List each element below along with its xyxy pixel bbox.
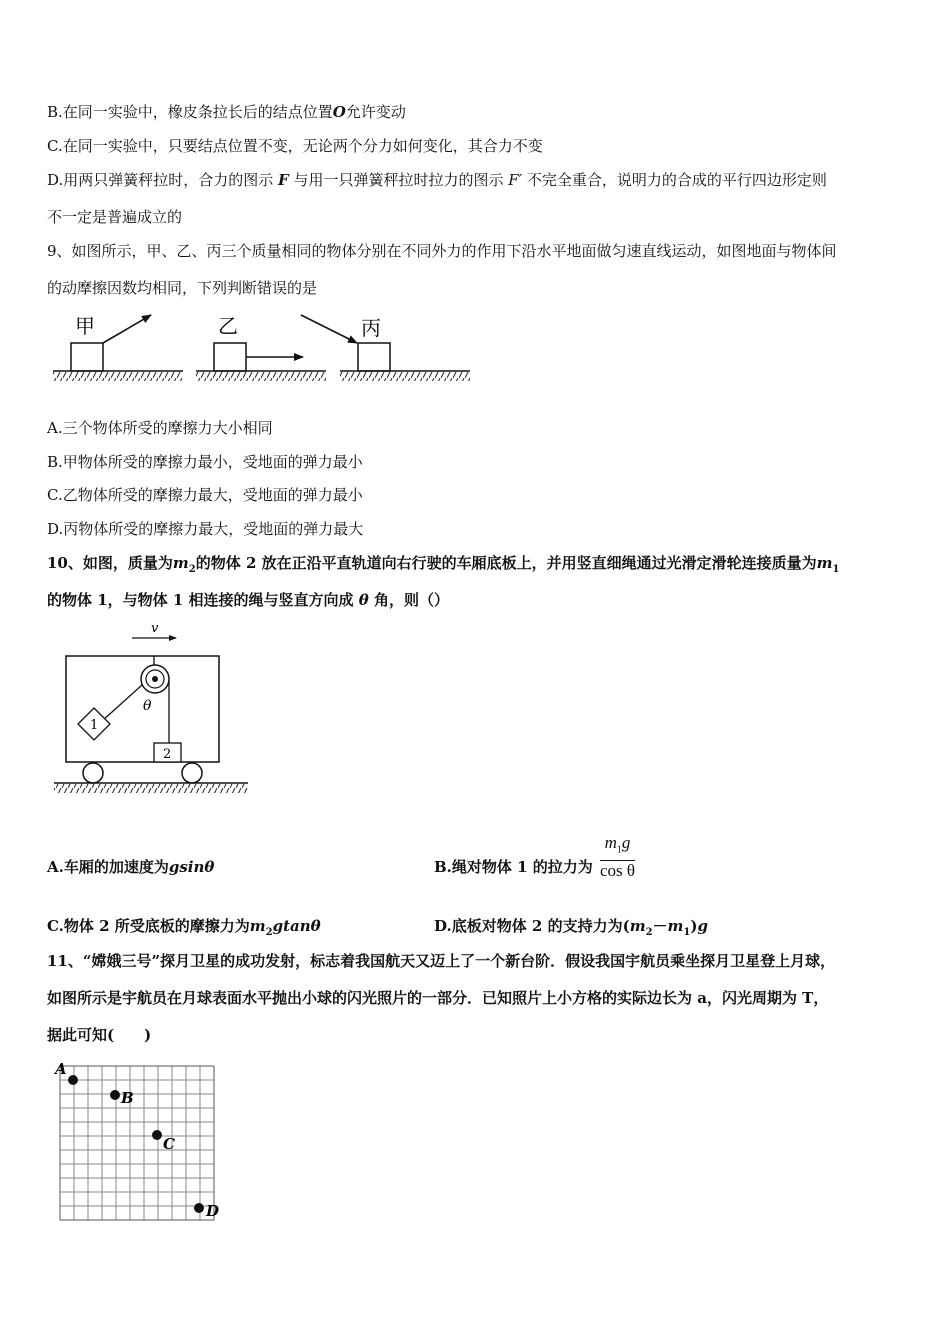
q10-stem-text-a: 10、如图，质量为 <box>47 554 173 572</box>
q10-option-b-text: B.绳对物体 1 的拉力为 <box>434 858 593 876</box>
q10-option-d-sub2: 2 <box>645 927 653 938</box>
q9-figure <box>45 308 475 388</box>
q10-stem-line1 <box>47 553 839 580</box>
q9-ground-hatch-jia <box>53 372 183 381</box>
q10-option-d-m1: m <box>667 917 684 935</box>
q10-theta-label: θ <box>143 698 152 714</box>
q10-option-b-numerator <box>600 833 635 861</box>
q8-option-d-text-mid: 与用一只弹簧秤拉时拉力的图示 <box>293 171 504 189</box>
q11-point-a <box>68 1075 78 1085</box>
q9-ground-hatch-yi <box>196 372 326 381</box>
q11-point-c <box>152 1130 162 1140</box>
q10-option-b-num-sub: 1 <box>616 844 622 856</box>
q10-option-b-fraction <box>600 833 635 881</box>
q9-option-c: C.乙物体所受的摩擦力最大，受地面的弹力最小 <box>47 486 363 504</box>
q10-option-a-expr: gsinθ <box>168 858 215 876</box>
q10-wheel-left <box>83 763 103 783</box>
q9-yi-setup <box>196 314 326 381</box>
q10-stem-m1: m <box>816 554 833 572</box>
q9-stem-line2: 的动摩擦因数均相同，下列判断错误的是 <box>47 279 318 297</box>
q10-option-d-minus: － <box>652 917 668 935</box>
q10-option-a-text: A.车厢的加速度为 <box>47 858 169 876</box>
q11-label-a: A <box>55 1060 67 1078</box>
q9-label-yi: 乙 <box>218 314 238 338</box>
q10-pulley-axle <box>152 676 158 682</box>
q9-stem-line1: 9、如图所示，甲、乙、丙三个质量相同的物体分别在不同外力的作用下沿水平地面做匀速直线运动，如图地面与物体间 <box>47 242 837 260</box>
q10-ground-hatch <box>54 784 248 793</box>
q10-option-b-num-g: g <box>621 833 631 852</box>
q10-option-d <box>434 916 708 943</box>
q11-point-d <box>194 1203 204 1213</box>
q9-label-jia: 甲 <box>75 314 95 338</box>
q9-block-bing <box>358 343 390 371</box>
q10-block1-label: 1 <box>90 718 99 733</box>
q8-option-d-var-f: F <box>278 171 289 189</box>
q10-stem-m1-sub: 1 <box>832 564 840 575</box>
q9-block-jia <box>71 343 103 371</box>
q9-label-bing: 丙 <box>361 316 381 340</box>
q10-option-b-num-m: m <box>604 833 617 852</box>
q10-stem-text-d: 角，则（） <box>374 591 450 609</box>
q11-label-c: C <box>163 1135 175 1153</box>
q10-figure <box>50 618 260 803</box>
q8-option-c: C.在同一实验中，只要结点位置不变，无论两个分力如何变化，其合力不变 <box>47 137 543 155</box>
q10-stem-text-c: 的物体 1，与物体 1 相连接的绳与竖直方向成 <box>47 591 354 609</box>
q8-option-b-text: B.在同一实验中，橡皮条拉长后的结点位置 <box>47 103 333 121</box>
q8-option-d-var-fprime: F′ <box>508 171 523 189</box>
q8-option-b-var: O <box>332 103 346 121</box>
q11-grid-figure <box>50 1058 230 1226</box>
q10-stem-theta: θ <box>358 591 369 609</box>
q10-option-d-text: D.底板对物体 2 的支持力为( <box>434 917 630 935</box>
q10-option-b <box>434 857 593 877</box>
q11-label-b: B <box>121 1089 134 1107</box>
q10-option-d-m2: m <box>629 917 646 935</box>
q9-jia-setup <box>53 314 183 381</box>
q8-option-d-continued: 不一定是普遍成立的 <box>47 208 183 226</box>
q10-option-a <box>47 857 214 877</box>
q10-block2-label: 2 <box>163 747 172 762</box>
q10-option-c-expr: gtanθ <box>272 917 321 935</box>
q11-grid <box>60 1066 214 1220</box>
q8-option-b <box>47 102 406 122</box>
q8-option-d-text: D.用两只弹簧秤拉时，合力的图示 <box>47 171 274 189</box>
q9-bing-setup <box>301 315 470 381</box>
q10-wheel-right <box>182 763 202 783</box>
q9-option-b: B.甲物体所受的摩擦力最小，受地面的弹力最小 <box>47 453 363 471</box>
q10-option-c-m: m <box>249 917 266 935</box>
q10-option-d-paren: ) <box>690 917 698 935</box>
q11-stem-line1: 11、“嫦娥三号”探月卫星的成功发射，标志着我国航天又迈上了一个新台阶．假设我国宇航员乘坐探月卫星登上月球， <box>47 952 836 970</box>
q8-option-b-text-end: 允许变动 <box>345 103 406 121</box>
q8-option-d <box>47 170 827 190</box>
q11-label-d: D <box>206 1202 220 1220</box>
q10-option-d-g: g <box>697 917 708 935</box>
q10-stem-m2-sub: 2 <box>188 564 196 575</box>
q10-stem-text-b: 的物体 2 放在正沿平直轨道向右行驶的车厢底板上，并用竖直细绳通过光滑定滑轮连接质量为 <box>195 554 817 572</box>
q10-velocity-label: v <box>151 621 159 636</box>
q9-block-yi <box>214 343 246 371</box>
q9-ground-hatch-bing <box>340 372 470 381</box>
q10-stem-line2 <box>47 590 449 610</box>
q9-force-arrow-bing <box>301 315 357 343</box>
q11-stem-line3: 据此可知( ) <box>47 1026 152 1044</box>
q10-stem-m2: m <box>172 554 189 572</box>
q10-rope-to-block1 <box>102 685 142 721</box>
q8-option-d-text-end: 不完全重合，说明力的合成的平行四边形定则 <box>526 171 827 189</box>
q10-option-c-text: C.物体 2 所受底板的摩擦力为 <box>47 917 250 935</box>
q10-option-d-sub1: 1 <box>683 927 691 938</box>
q10-option-b-denominator: cos θ <box>600 861 636 881</box>
q9-option-a: A.三个物体所受的摩擦力大小相同 <box>47 419 273 437</box>
q9-force-arrow-jia <box>103 315 151 343</box>
q11-point-b <box>110 1090 120 1100</box>
q10-option-c <box>47 916 321 943</box>
q10-option-c-sub: 2 <box>265 927 273 938</box>
q11-stem-line2: 如图所示是宇航员在月球表面水平抛出小球的闪光照片的一部分．已知照片上小方格的实际边长为 a，闪光周期为 T， <box>47 989 829 1007</box>
q9-option-d: D.丙物体所受的摩擦力最大，受地面的弹力最大 <box>47 520 364 538</box>
